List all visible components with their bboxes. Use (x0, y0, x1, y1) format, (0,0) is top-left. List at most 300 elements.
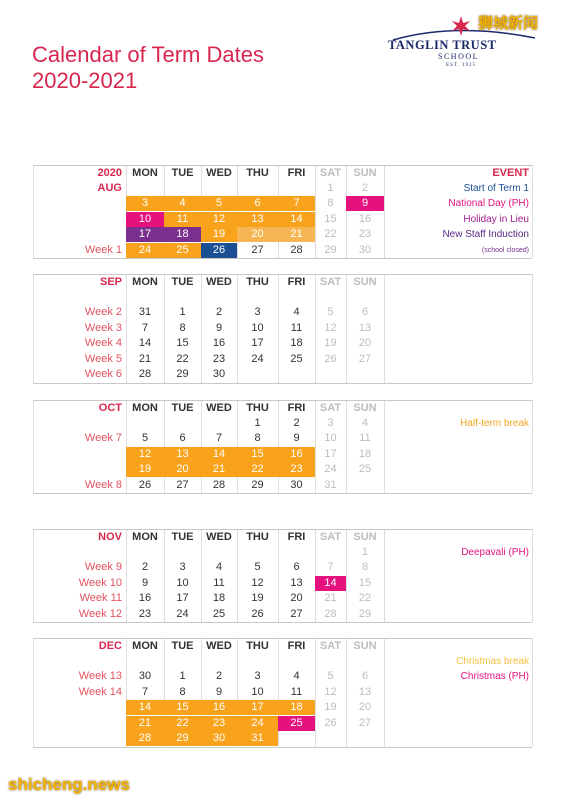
week-row (33, 478, 532, 494)
day-cell (237, 654, 278, 669)
day-cell: 8 (254, 432, 261, 444)
day-cell: 5 (254, 561, 261, 573)
week-label: Week 14 (78, 685, 122, 698)
day-header-thu: THU (246, 402, 269, 414)
day-cell: 15 (176, 337, 189, 349)
day-cell: 12 (251, 576, 264, 589)
day-cell: 15 (324, 212, 337, 225)
day-cell: 22 (176, 352, 189, 365)
day-cell: 25 (212, 607, 226, 620)
day-cell: 18 (212, 592, 226, 604)
day-cell: 5 (201, 196, 237, 211)
day-cell: 28 (324, 607, 337, 620)
day-cell: 17 (176, 592, 189, 604)
day-cell: 13 (290, 576, 303, 589)
week-row (33, 416, 532, 432)
grid-vline (532, 529, 533, 622)
week-row (33, 545, 532, 561)
month-label: AUG (97, 181, 122, 194)
week-row (33, 305, 532, 321)
day-cell: 28 (212, 478, 226, 491)
day-cell (126, 545, 164, 560)
day-cell (126, 290, 164, 305)
grid-vline (532, 274, 533, 383)
week-label: Week 8 (84, 478, 122, 491)
day-cell (164, 416, 201, 431)
day-cell (201, 181, 237, 196)
day-cell: 5 (141, 432, 149, 444)
day-cell: 9 (215, 685, 223, 698)
day-cell: 5 (327, 670, 334, 682)
day-cell: 3 (126, 196, 164, 211)
day-cell: 23 (138, 607, 152, 620)
week-row (33, 716, 532, 732)
day-cell: 29 (176, 368, 189, 380)
week-row (33, 607, 532, 623)
day-header-sat: SAT (319, 167, 342, 179)
day-cell: 10 (126, 212, 164, 227)
day-cell: 11 (359, 432, 371, 444)
day-cell: 12 (201, 212, 237, 227)
day-cell: 31 (138, 306, 152, 318)
day-cell: 1 (179, 670, 186, 682)
event-label: Deepavali (PH) (461, 546, 529, 558)
day-cell (346, 654, 384, 669)
day-cell (237, 290, 278, 305)
day-cell: 24 (126, 243, 164, 258)
day-header-mon: MON (132, 640, 158, 652)
day-header-tue: TUE (171, 402, 194, 414)
week-row (33, 196, 532, 212)
day-cell: 13 (164, 447, 201, 462)
day-cell: 29 (358, 607, 372, 620)
day-cell (201, 290, 237, 305)
day-cell (346, 731, 384, 746)
day-cell (126, 654, 164, 669)
event-label: Christmas break (456, 655, 529, 667)
grid-vline (532, 400, 533, 493)
day-cell: 20 (237, 227, 278, 242)
day-cell: 21 (201, 462, 237, 477)
day-header-sat: SAT (319, 402, 342, 414)
day-cell: 23 (201, 716, 237, 731)
month-label: DEC (98, 640, 122, 652)
day-header-fri: FRI (287, 531, 306, 543)
day-header-tue: TUE (171, 640, 194, 652)
day-cell (278, 545, 315, 560)
day-cell (315, 654, 346, 669)
week-row (33, 462, 532, 478)
day-cell: 20 (290, 592, 303, 604)
day-cell: 20 (358, 337, 372, 349)
day-cell: 11 (164, 212, 201, 227)
day-cell: 22 (358, 592, 372, 604)
grid-vline (532, 165, 533, 258)
day-cell (237, 181, 278, 196)
event-label: Christmas (PH) (460, 671, 529, 682)
day-cell: 9 (293, 432, 300, 444)
week-row (33, 181, 532, 197)
day-cell: 8 (361, 561, 369, 573)
day-cell: 31 (324, 478, 337, 491)
day-header-fri: FRI (287, 167, 306, 179)
day-cell: 1 (327, 181, 334, 194)
day-header-thu: THU (246, 531, 269, 543)
month-header-row (33, 274, 532, 291)
day-cell: 7 (278, 196, 315, 211)
event-label: (school closed) (481, 246, 529, 254)
day-cell (278, 181, 315, 196)
day-cell: 8 (327, 197, 334, 209)
week-row (33, 731, 532, 747)
day-cell: 19 (201, 227, 237, 242)
week-row (33, 560, 532, 576)
day-cell: 30 (201, 731, 237, 746)
day-cell: 24 (237, 716, 278, 731)
day-header-mon: MON (132, 402, 158, 414)
week-label: Week 2 (84, 306, 122, 318)
day-cell: 19 (324, 701, 337, 713)
day-cell (237, 545, 278, 560)
day-cell (315, 290, 346, 305)
day-cell: 2 (215, 670, 223, 682)
day-cell (164, 181, 201, 196)
day-cell: 25 (358, 463, 372, 475)
day-cell: 19 (324, 337, 337, 349)
day-cell: 31 (237, 731, 278, 746)
week-label: Week 6 (84, 368, 122, 380)
day-cell: 19 (126, 462, 164, 477)
day-header-thu: THU (246, 276, 269, 288)
week-row (33, 243, 532, 259)
day-cell: 16 (138, 592, 152, 604)
grid-bottom-line (33, 383, 532, 384)
week-row (33, 352, 532, 368)
day-cell: 10 (251, 321, 264, 334)
day-cell: 15 (237, 447, 278, 462)
day-cell: 26 (201, 243, 237, 258)
day-cell: 4 (361, 416, 369, 429)
day-header-mon: MON (132, 531, 158, 543)
logo-sub: SCHOOL (438, 52, 480, 61)
week-label: Week 9 (84, 561, 122, 573)
day-cell: 28 (126, 731, 164, 746)
week-label: Week 12 (78, 607, 122, 620)
day-cell (315, 731, 346, 746)
grid-bottom-line (33, 747, 532, 748)
day-cell: 4 (215, 561, 223, 573)
day-cell: 2 (361, 181, 369, 194)
day-cell: 18 (358, 447, 372, 460)
day-cell: 17 (126, 227, 164, 242)
day-cell: 3 (327, 416, 334, 429)
day-cell: 10 (324, 432, 337, 444)
day-cell: 12 (324, 321, 337, 334)
day-cell: 13 (358, 321, 372, 334)
day-cell: 27 (251, 243, 264, 256)
day-cell: 21 (126, 716, 164, 731)
day-cell: 8 (179, 321, 186, 334)
day-cell (278, 654, 315, 669)
day-header-thu: THU (246, 167, 269, 179)
day-header-wed: WED (206, 276, 232, 288)
day-cell: 4 (164, 196, 201, 211)
event-label: New Staff Induction (442, 229, 529, 240)
month-label: NOV (98, 531, 122, 543)
day-cell: 26 (324, 352, 337, 365)
day-cell: 14 (126, 700, 164, 715)
day-cell (315, 545, 346, 560)
day-header-mon: MON (132, 276, 158, 288)
day-header-mon: MON (132, 167, 158, 179)
day-cell: 20 (358, 701, 372, 713)
day-cell: 2 (141, 561, 149, 573)
day-header-wed: WED (206, 402, 232, 414)
week-label: Week 5 (84, 352, 122, 365)
day-cell: 29 (324, 243, 337, 256)
day-cell: 3 (254, 670, 261, 682)
day-cell: 16 (201, 700, 237, 715)
day-header-thu: THU (246, 640, 269, 652)
day-cell: 30 (358, 243, 372, 256)
day-header-sun: SUN (353, 640, 377, 652)
week-row (33, 290, 532, 306)
day-cell: 22 (237, 462, 278, 477)
month-header-row (33, 165, 532, 182)
grid-bottom-line (33, 622, 532, 623)
grid-vline (532, 638, 533, 747)
week-row (33, 431, 532, 447)
day-cell (346, 367, 384, 382)
month-label: SEP (99, 276, 122, 288)
day-cell (164, 545, 201, 560)
day-cell: 30 (290, 478, 303, 491)
day-cell: 9 (215, 321, 223, 334)
week-label: Week 4 (84, 337, 122, 349)
week-row (33, 576, 532, 592)
day-cell: 6 (179, 432, 186, 444)
day-header-fri: FRI (287, 402, 306, 414)
day-cell: 6 (361, 670, 369, 682)
day-cell: 26 (324, 716, 337, 729)
day-cell: 14 (201, 447, 237, 462)
day-cell: 10 (251, 685, 264, 698)
day-cell: 16 (278, 447, 315, 462)
day-cell (315, 367, 346, 382)
day-cell: 21 (324, 592, 337, 604)
week-row (33, 227, 532, 243)
day-cell: 3 (254, 306, 261, 318)
day-cell: 25 (164, 243, 201, 258)
week-label: Week 10 (78, 576, 122, 589)
day-cell (126, 416, 164, 431)
day-cell: 3 (179, 561, 186, 573)
day-cell: 23 (278, 462, 315, 477)
day-cell: 1 (254, 416, 261, 429)
week-row (33, 321, 532, 337)
day-cell: 19 (251, 592, 264, 604)
day-cell: 25 (278, 716, 315, 731)
month-header-row (33, 400, 532, 417)
day-cell (164, 290, 201, 305)
day-header-wed: WED (206, 640, 232, 652)
grid-bottom-line (33, 258, 532, 259)
day-cell: 28 (138, 368, 152, 380)
day-cell: 29 (251, 478, 264, 491)
day-cell: 11 (290, 685, 303, 698)
day-header-tue: TUE (171, 531, 194, 543)
day-header-sun: SUN (353, 276, 377, 288)
day-cell: 7 (327, 561, 334, 573)
grid-bottom-line (33, 493, 532, 494)
day-cell: 23 (358, 228, 372, 240)
day-cell: 17 (237, 700, 278, 715)
week-label: Week 13 (78, 670, 122, 682)
day-cell (201, 416, 237, 431)
day-cell: 23 (212, 352, 226, 365)
day-cell: 26 (138, 478, 152, 491)
week-label: Week 1 (84, 243, 122, 256)
week-label: Week 11 (79, 592, 122, 604)
day-cell: 25 (290, 352, 303, 365)
day-header-sat: SAT (319, 640, 342, 652)
day-cell: 12 (126, 447, 164, 462)
month-label: OCT (98, 402, 122, 414)
week-label: Week 3 (84, 321, 122, 334)
day-cell: 6 (361, 306, 369, 318)
day-header-sun: SUN (353, 531, 377, 543)
day-cell (278, 367, 315, 382)
day-cell: 20 (164, 462, 201, 477)
day-cell (201, 654, 237, 669)
day-cell: 11 (290, 321, 303, 334)
week-row (33, 654, 532, 670)
day-cell: 22 (164, 716, 201, 731)
day-cell: 2 (293, 416, 300, 429)
day-cell: 18 (290, 337, 303, 349)
day-cell: 13 (358, 685, 372, 698)
event-label: Start of Term 1 (463, 182, 529, 194)
day-header-sat: SAT (319, 531, 342, 543)
week-row (33, 447, 532, 463)
month-header-row (33, 529, 532, 546)
event-label: Half-term break (460, 417, 529, 429)
day-cell: 7 (141, 685, 149, 698)
day-cell (278, 731, 315, 746)
day-header-sun: SUN (353, 167, 377, 179)
day-cell: 2 (215, 306, 223, 318)
day-cell: 27 (176, 478, 189, 491)
day-cell: 27 (358, 352, 372, 365)
day-cell: 4 (293, 306, 300, 318)
day-cell: 27 (290, 607, 303, 620)
day-header-fri: FRI (287, 276, 306, 288)
day-cell: 17 (251, 337, 264, 349)
day-cell: 7 (141, 321, 149, 334)
day-cell: 30 (212, 368, 226, 380)
day-cell: 11 (213, 576, 225, 589)
day-cell: 10 (176, 576, 189, 589)
day-cell: 9 (141, 576, 149, 589)
day-cell: 9 (346, 196, 384, 211)
day-cell: 14 (278, 212, 315, 227)
day-cell: 30 (138, 670, 152, 682)
day-cell: 18 (278, 700, 315, 715)
logo-name: TANGLIN TRUST (388, 38, 497, 52)
day-cell: 24 (324, 463, 337, 475)
day-cell: 24 (251, 352, 264, 365)
day-cell: 21 (278, 227, 315, 242)
day-cell (201, 545, 237, 560)
day-cell: 4 (293, 670, 300, 682)
day-cell: 26 (251, 607, 264, 620)
week-row (33, 336, 532, 352)
day-cell: 6 (237, 196, 278, 211)
day-cell: 7 (215, 432, 223, 444)
logo-est: EST. 1925 (446, 63, 477, 68)
day-cell: 29 (164, 731, 201, 746)
day-header-wed: WED (206, 531, 232, 543)
event-header: EVENT (492, 167, 529, 179)
event-label: National Day (PH) (448, 198, 529, 209)
day-cell: 22 (324, 228, 337, 240)
day-cell: 12 (324, 685, 337, 698)
day-cell: 16 (212, 337, 226, 349)
day-cell: 13 (237, 212, 278, 227)
page-title: Calendar of Term Dates (32, 42, 264, 67)
day-cell (346, 478, 384, 493)
day-cell (278, 290, 315, 305)
day-header-tue: TUE (171, 276, 194, 288)
month-header-row (33, 638, 532, 655)
week-row (33, 700, 532, 716)
day-cell: 1 (361, 545, 369, 558)
page-subtitle: 2020-2021 (32, 68, 138, 93)
day-cell: 18 (164, 227, 201, 242)
day-cell: 6 (293, 561, 300, 573)
week-label: Week 7 (84, 432, 122, 444)
day-cell (346, 290, 384, 305)
event-label: Holiday in Lieu (463, 213, 529, 225)
day-header-wed: WED (206, 167, 232, 179)
day-cell: 5 (327, 306, 334, 318)
day-header-sun: SUN (353, 402, 377, 414)
day-cell (164, 654, 201, 669)
day-cell: 17 (324, 447, 337, 460)
week-row (33, 669, 532, 685)
day-header-tue: TUE (171, 167, 194, 179)
day-cell (126, 181, 164, 196)
week-row (33, 367, 532, 383)
day-cell (237, 367, 278, 382)
day-header-fri: FRI (287, 640, 306, 652)
day-cell: 8 (179, 685, 186, 698)
watermark-bottom: shicheng.news (8, 775, 130, 794)
day-cell: 15 (358, 576, 372, 589)
day-cell: 14 (315, 576, 346, 591)
day-cell: 15 (164, 700, 201, 715)
month-label: 2020 (97, 167, 122, 179)
day-cell: 28 (290, 243, 303, 256)
day-header-sat: SAT (319, 276, 342, 288)
watermark-top: 狮城新闻 (478, 15, 539, 32)
week-row (33, 591, 532, 607)
day-cell: 14 (138, 337, 152, 349)
day-cell: 1 (179, 306, 186, 318)
week-row (33, 212, 532, 228)
day-cell: 24 (176, 607, 189, 620)
day-cell: 27 (358, 716, 372, 729)
